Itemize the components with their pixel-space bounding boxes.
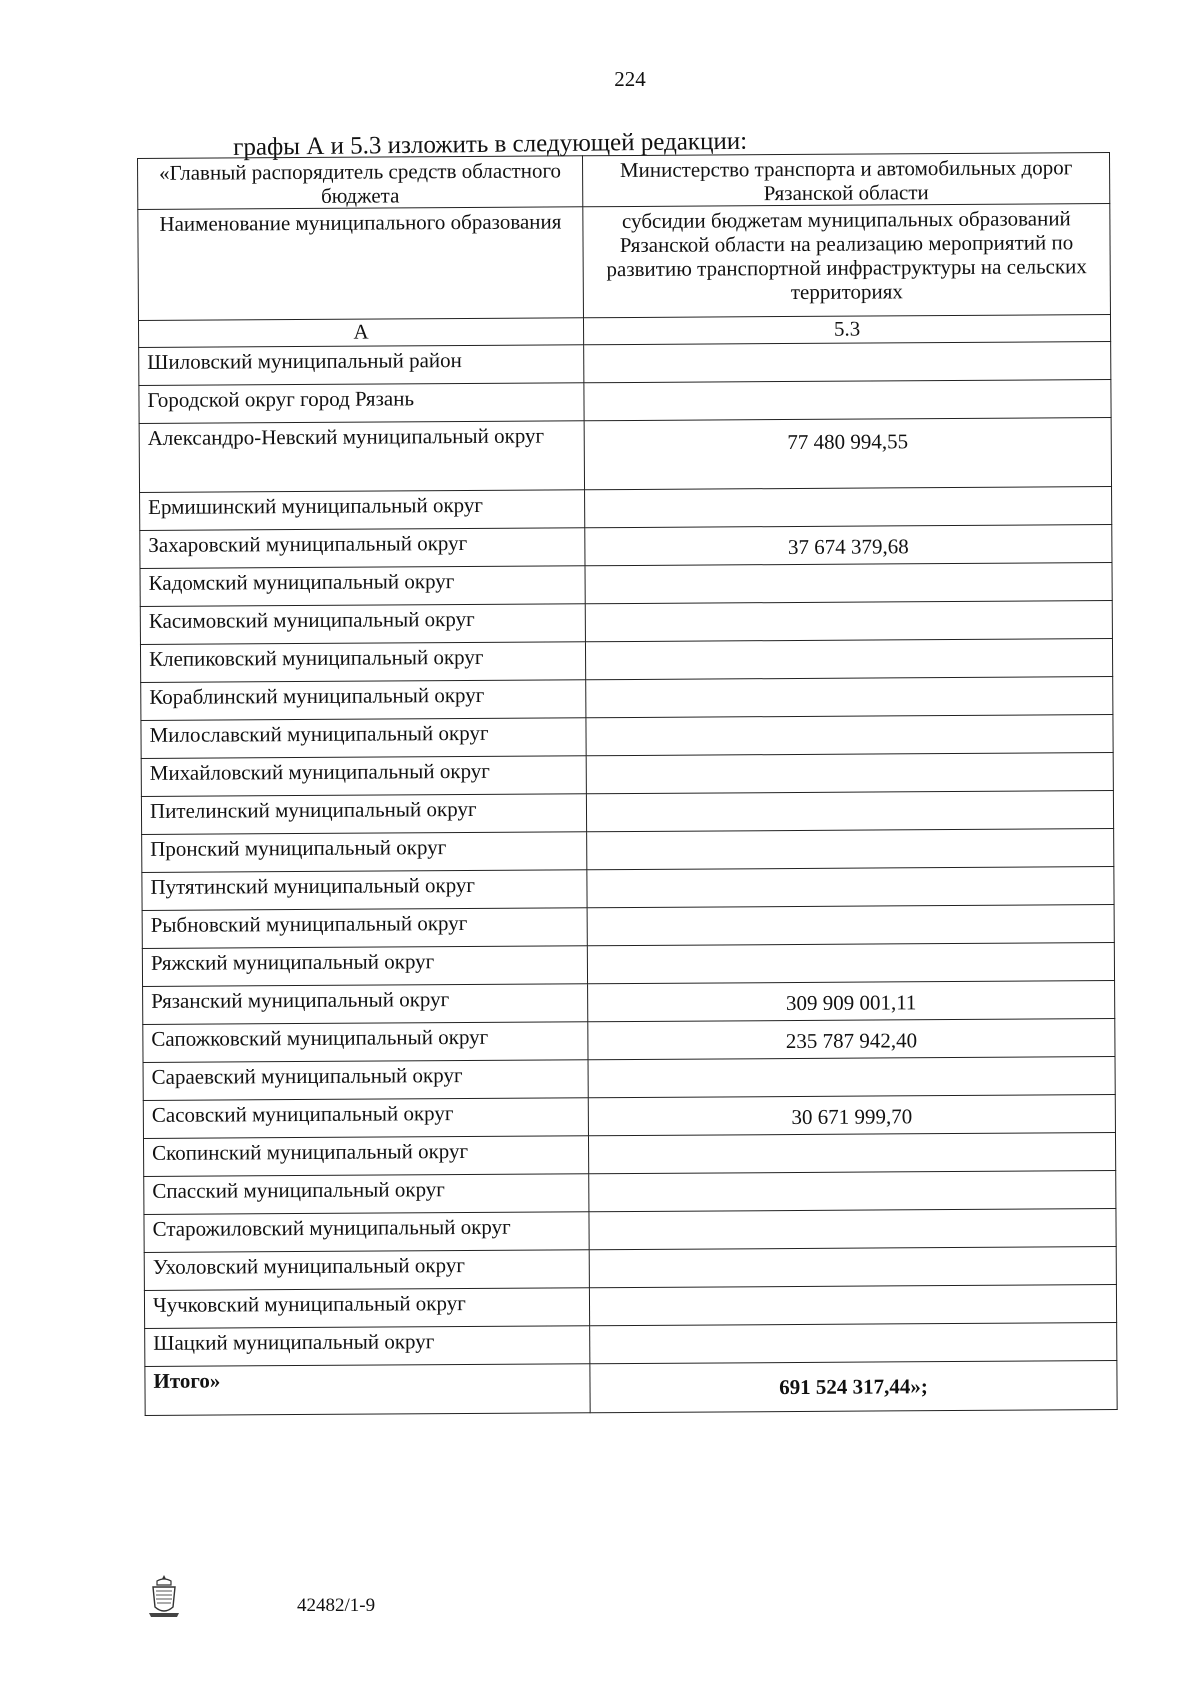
municipality-name: Клепиковский муниципальный округ — [140, 642, 585, 683]
municipality-name: Старожиловский муниципальный округ — [144, 1212, 589, 1253]
municipality-name: Сапожковский муниципальный округ — [143, 1022, 588, 1063]
table-row — [140, 639, 1112, 683]
subsidy-table-container — [137, 152, 1115, 1416]
municipality-name: Пронский муниципальный округ — [142, 832, 587, 873]
table-row — [140, 601, 1112, 645]
subsidy-amount — [587, 867, 1114, 908]
table-row — [140, 525, 1112, 569]
subsidy-amount — [586, 677, 1113, 718]
subsidy-amount: 309 909 001,11 — [588, 981, 1115, 1022]
table-row — [141, 715, 1113, 759]
subsidy-amount — [590, 1323, 1117, 1364]
table-row — [141, 677, 1113, 721]
subsidy-amount — [588, 1133, 1115, 1174]
column-code-a: А — [138, 318, 583, 348]
municipality-name: Милославский муниципальный округ — [141, 718, 586, 759]
header-municipality-label: Наименование муниципального образования — [138, 207, 584, 321]
municipality-name: Спасский муниципальный округ — [144, 1174, 589, 1215]
municipality-name: Рыбновский муниципальный округ — [142, 908, 587, 949]
header-row-distributor — [138, 153, 1110, 210]
table-row — [141, 753, 1113, 797]
intro-text: графы А и 5.3 изложить в следующей редакции: — [233, 127, 748, 161]
table-row — [139, 380, 1111, 424]
table-row — [144, 1247, 1116, 1291]
header-distributor-value: Министерство транспорта и автомобильных дорог Рязанской области — [582, 153, 1109, 207]
municipality-name: Касимовский муниципальный округ — [140, 604, 585, 645]
table-row — [143, 981, 1115, 1025]
subsidy-amount: 37 674 379,68 — [585, 525, 1112, 566]
municipality-name: Путятинский муниципальный округ — [142, 870, 587, 911]
municipality-name: Александро-Невский муниципальный округ — [139, 421, 584, 493]
header-distributor-label: «Главный распорядитель средств областного бюджета — [138, 156, 583, 210]
table-row — [144, 1209, 1116, 1253]
table-row — [145, 1323, 1117, 1367]
subsidy-amount — [585, 601, 1112, 642]
municipality-name: Сасовский муниципальный округ — [143, 1098, 588, 1139]
subsidy-amount — [586, 791, 1113, 832]
table-row — [139, 418, 1111, 493]
header-row-names — [138, 204, 1111, 321]
subsidy-amount — [585, 487, 1112, 528]
municipality-name: Шацкий муниципальный округ — [145, 1326, 590, 1367]
municipality-name: Чучковский муниципальный округ — [144, 1288, 589, 1329]
subsidy-amount — [587, 905, 1114, 946]
subsidy-amount — [588, 1057, 1115, 1098]
subsidy-amount — [586, 715, 1113, 756]
document-code: 42482/1-9 — [297, 1595, 376, 1616]
subsidy-amount — [585, 563, 1112, 604]
coat-of-arms-icon — [145, 1573, 183, 1619]
subsidy-amount — [589, 1171, 1116, 1212]
header-subsidy-label: субсидии бюджетам муниципальных образований Рязанской области на реализацию мероприятий по развитию транспортной инфраструктуры на сельских территориях — [583, 204, 1111, 318]
table-row — [144, 1285, 1116, 1329]
table-row — [144, 1171, 1116, 1215]
table-row — [143, 1133, 1115, 1177]
municipality-name: Кораблинский муниципальный округ — [141, 680, 586, 721]
subsidy-amount — [584, 380, 1111, 421]
total-row — [145, 1361, 1117, 1416]
subsidy-amount — [585, 639, 1112, 680]
table-row — [142, 829, 1114, 873]
table-row — [141, 791, 1113, 835]
subsidy-amount — [589, 1285, 1116, 1326]
table-row — [143, 1057, 1115, 1101]
municipality-name: Сараевский муниципальный округ — [143, 1060, 588, 1101]
subsidy-amount — [587, 829, 1114, 870]
municipality-name: Скопинский муниципальный округ — [143, 1136, 588, 1177]
table-row — [140, 487, 1112, 531]
municipality-name: Кадомский муниципальный округ — [140, 566, 585, 607]
subsidy-amount: 30 671 999,70 — [588, 1095, 1115, 1136]
page-number: 224 — [614, 67, 646, 91]
municipality-name: Ермишинский муниципальный округ — [140, 490, 585, 531]
municipality-name: Городской округ город Рязань — [139, 383, 584, 424]
municipality-name: Ряжский муниципальный округ — [142, 946, 587, 987]
municipality-name: Захаровский муниципальный округ — [140, 528, 585, 569]
municipality-name: Шиловский муниципальный район — [139, 345, 584, 386]
subsidy-amount — [586, 753, 1113, 794]
subsidy-amount: 77 480 994,55 — [584, 418, 1111, 490]
municipality-name: Михайловский муниципальный округ — [141, 756, 586, 797]
table-row — [142, 905, 1114, 949]
subsidy-amount — [589, 1247, 1116, 1288]
table-row — [139, 342, 1111, 386]
column-code-5-3: 5.3 — [583, 315, 1110, 345]
municipality-name: Ухоловский муниципальный округ — [144, 1250, 589, 1291]
table-row — [142, 867, 1114, 911]
total-value: 691 524 317,44»; — [590, 1361, 1117, 1413]
subsidy-table — [137, 152, 1118, 1416]
subsidy-amount — [584, 342, 1111, 383]
municipality-name: Рязанский муниципальный округ — [143, 984, 588, 1025]
subsidy-amount — [587, 943, 1114, 984]
table-row — [142, 943, 1114, 987]
subsidy-amount — [589, 1209, 1116, 1250]
table-row — [143, 1095, 1115, 1139]
subsidy-amount: 235 787 942,40 — [588, 1019, 1115, 1060]
table-row — [143, 1019, 1115, 1063]
table-row — [140, 563, 1112, 607]
total-label: Итого» — [145, 1364, 590, 1416]
municipality-name: Пителинский муниципальный округ — [141, 794, 586, 835]
